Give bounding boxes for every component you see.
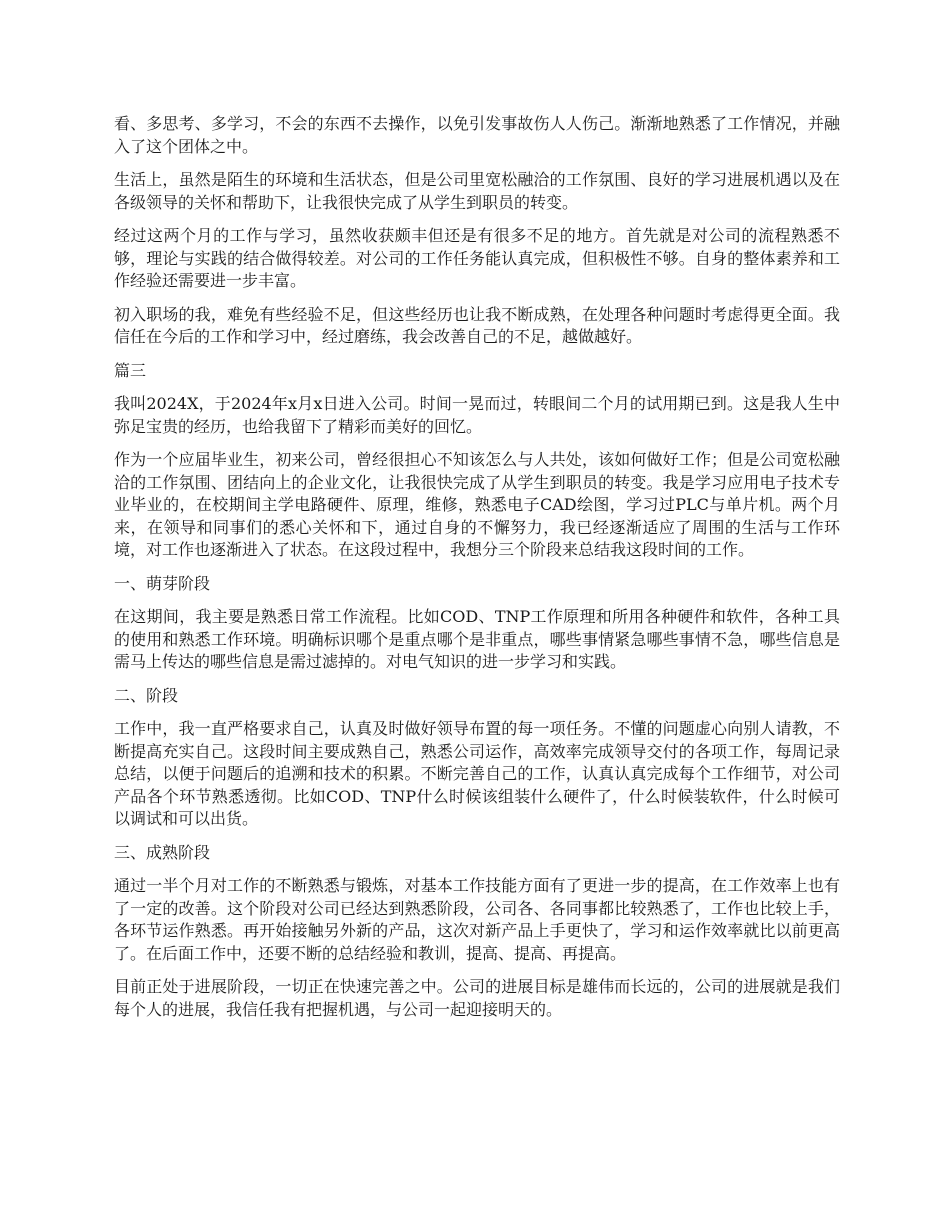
- paragraph: 看、多思考、多学习，不会的东西不去操作，以免引发事故伤人人伤己。渐渐地熟悉了工作情况，并融入了这个团体之中。: [114, 114, 840, 156]
- paragraph: 初入职场的我，难免有些经验不足，但这些经历也让我不断成熟，在处理各种问题时考虑得更全面。我信任在今后的工作和学习中，经过磨练，我会改善自己的不足，越做越好。: [114, 304, 840, 346]
- section-heading: 二、阶段: [114, 685, 179, 705]
- paragraph: 经过这两个月的工作与学习，虽然收获颇丰但还是有很多不足的地方。首先就是对公司的流程熟悉不够，理论与实践的结合做得较差。对公司的工作任务能认真完成，但积极性不够。自身的整体素养和工作经验还需要进一步丰富。: [114, 226, 840, 290]
- paragraph: 在这期间，我主要是熟悉日常工作流程。比如COD、TNP工作原理和所用各种硬件和软件，各种工具的使用和熟悉工作环境。明确标识哪个是重点哪个是非重点，哪些事情紧急哪些事情不急，哪些信息是需马上传达的哪些信息是需过滤掉的。对电气知识的进一步学习和实践。: [114, 607, 840, 671]
- paragraph: 通过一半个月对工作的不断熟悉与锻炼，对基本工作技能方面有了更进一步的提高，在工作效率上也有了一定的改善。这个阶段对公司已经达到熟悉阶段，公司各、各同事都比较熟悉了，工作也比较上手，各环节运作熟悉。再开始接触另外新的产品，这次对新产品上手更快了，学习和运作效率就比以前更高了。在后面工作中，还要不断的总结经验和教训，提高、提高、再提高。: [114, 876, 840, 963]
- paragraph: 工作中，我一直严格要求自己，认真及时做好领导布置的每一项任务。不懂的问题虚心向别人请教，不断提高充实自己。这段时间主要成熟自己，熟悉公司运作，高效率完成领导交付的各项工作，每周记录总结，以便于问题后的追溯和技术的积累。不断完善自己的工作，认真认真完成每个工作细节，对公司产品各个环节熟悉透彻。比如COD、TNP什么时候该组装什么硬件了，什么时候装软件，什么时候可以调试和可以出货。: [114, 719, 840, 828]
- paragraph: 作为一个应届毕业生，初来公司，曾经很担心不知该怎么与人共处，该如何做好工作；但是公司宽松融洽的工作氛围、团结向上的企业文化，让我很快完成了从学生到职员的转变。我是学习应用电子技术专业毕业的，在校期间主学电路硬件、原理，维修，熟悉电子CAD绘图，学习过PLC与单片机。两个月来，在领导和同事们的悉心关怀和下，通过自身的不懈努力，我已经逐渐适应了周围的生活与工作环境，对工作也逐渐进入了状态。在这段过程中，我想分三个阶段来总结我这段时间的工作。: [114, 450, 840, 559]
- section-heading: 三、成熟阶段: [114, 842, 211, 862]
- paragraph: 生活上，虽然是陌生的环境和生活状态，但是公司里宽松融洽的工作氛围、良好的学习进展机遇以及在各级领导的关怀和帮助下，让我很快完成了从学生到职员的转变。: [114, 170, 840, 212]
- section-heading: 篇三: [114, 360, 147, 380]
- section-heading: 一、萌芽阶段: [114, 573, 211, 593]
- document-body: [114, 113, 840, 1032]
- paragraph: 目前正处于进展阶段，一切正在快速完善之中。公司的进展目标是雄伟而长远的，公司的进展就是我们每个人的进展，我信任我有把握机遇，与公司一起迎接明天的。: [114, 977, 840, 1019]
- paragraph: 我叫2024X，于2024年x月x日进入公司。时间一晃而过，转眼间二个月的试用期已到。这是我人生中弥足宝贵的经历，也给我留下了精彩而美好的回忆。: [114, 394, 840, 436]
